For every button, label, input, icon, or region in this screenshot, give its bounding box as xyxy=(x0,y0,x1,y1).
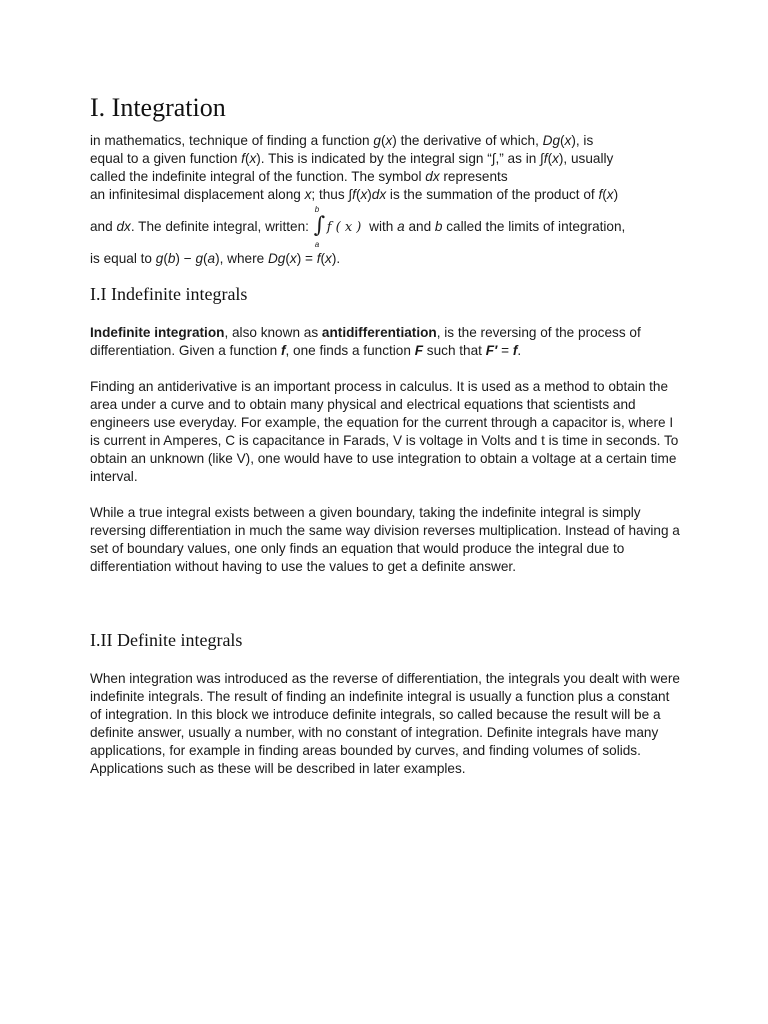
intro-line-4: an infinitesimal displacement along x; thus ∫f(x)dx is the summation of the product of f(x) xyxy=(90,187,619,202)
indefinite-paragraph-2: Finding an antiderivative is an important process in calculus. It is used as a method to obtain the area under a curve and to obtain many physical and electrical equations that scientists and engineers use everyday. For example, the equation for the current through a capacitor is, where I is current in Amperes, C is capacitance in Farads, V is voltage in Volts and t is time in seconds. To obtain an unknown (like V), one would have to use integration to obtain a voltage at a certain time interval. xyxy=(90,379,679,484)
intro-line-3: called the indefinite integral of the function. The symbol dx represents xyxy=(90,169,508,184)
page-title: I. Integration xyxy=(90,93,226,122)
document-content xyxy=(90,92,682,778)
integral-sign: ∫ xyxy=(313,213,326,239)
intro-paragraph xyxy=(90,132,682,268)
section-heading-indefinite: I.I Indefinite integrals xyxy=(90,284,248,304)
indefinite-paragraph-1: Indefinite integration, also known as antidifferentiation, is the reversing of the process of differentiation. Given a function f, one finds a function F such that F′ = f. xyxy=(90,325,641,358)
indefinite-paragraph-3: While a true integral exists between a given boundary, taking the indefinite integral is simply reversing differentiation in much the same way division reverses multiplication. Instead of having a set of boundary values, one only finds an equation that would produce the integral due to differentiation without having to use the values to get a definite answer. xyxy=(90,505,680,574)
intro-line-5: and dx. The definite integral, written: b ∫ a f ( x ) with a and b called the limits of integration, xyxy=(90,205,626,250)
integral-upper-limit: b xyxy=(314,205,320,215)
integrand: f ( x ) xyxy=(326,220,362,235)
integral-lower-limit: a xyxy=(314,240,320,250)
intro-line-6: is equal to g(b) − g(a), where Dg(x) = f(x). xyxy=(90,251,341,266)
intro-line-1: in mathematics, technique of finding a function g(x) the derivative of which, Dg(x), is xyxy=(90,133,594,148)
definite-paragraph-1: When integration was introduced as the reverse of differentiation, the integrals you dealt with were indefinite integrals. The result of finding an indefinite integral is usually a function plus a constant of integration. In this block we introduce definite integrals, so called because the result will be a definite answer, usually a number, with no constant of integration. Definite integrals have many applications, for example in finding areas bounded by curves, and finding volumes of solids. Applications such as these will be described in later examples. xyxy=(90,671,680,776)
intro-line-2: equal to a given function f(x). This is indicated by the integral sign “∫,” as in ∫f(x), usually xyxy=(90,151,614,166)
definite-integral-formula xyxy=(313,205,326,250)
section-heading-definite: I.II Definite integrals xyxy=(90,630,243,650)
